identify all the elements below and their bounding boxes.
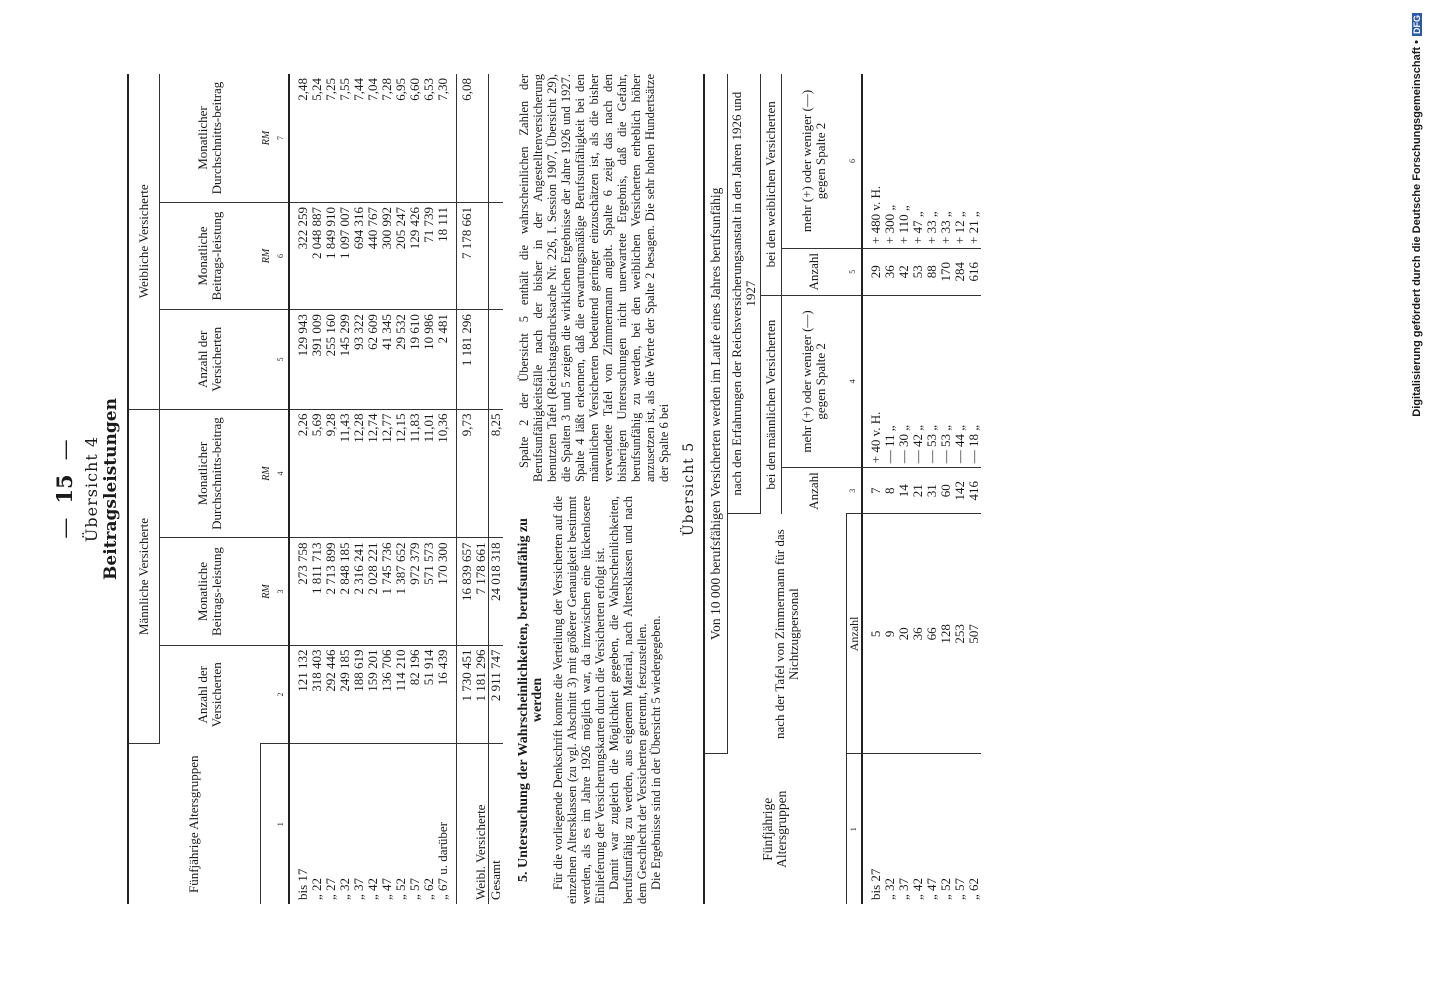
value-cell: 170 300 bbox=[436, 538, 457, 645]
table-row: Weibl. Versicherte 1 181 296 7 178 661 bbox=[474, 74, 489, 904]
value-cell: 249 185 bbox=[338, 645, 352, 744]
table-row bbox=[897, 74, 911, 904]
col-number: 4 bbox=[846, 295, 862, 468]
value-cell: 6,95 bbox=[394, 74, 408, 203]
table-row bbox=[352, 74, 366, 904]
table5-h-anzahl: Anzahl bbox=[782, 248, 847, 295]
value-cell: + 21 „ bbox=[967, 74, 981, 248]
table5-caption: Von 10 000 berufsfähigen Versicherten werden im Laufe eines Jahres berufsunfähig bbox=[704, 74, 728, 754]
value-cell: 129 426 bbox=[408, 203, 422, 310]
value-cell: 11,83 bbox=[408, 409, 422, 538]
value-cell: 19 610 bbox=[408, 310, 422, 409]
table-row bbox=[422, 74, 436, 904]
value-cell: 6,53 bbox=[422, 74, 436, 203]
table4-male-header: Männliche Versicherte bbox=[128, 409, 160, 744]
table5-age-header: Fünfjährige Altersgruppen bbox=[704, 754, 846, 904]
value-cell: 7,44 bbox=[352, 74, 366, 203]
col-number: 2 bbox=[274, 645, 289, 744]
table-row bbox=[366, 74, 380, 904]
col-number: 5 bbox=[846, 248, 862, 295]
col-number: 1 bbox=[846, 754, 862, 904]
value-cell: 2,26 bbox=[289, 409, 310, 538]
value-cell: 8 bbox=[883, 468, 897, 514]
value-cell: 16 439 bbox=[436, 645, 457, 744]
value-cell: 300 992 bbox=[380, 203, 394, 310]
paragraph: Für die vorliegende Denkschrift konnte die Verteilung der Versicherten auf die einzelnen Altersklassen (zu vgl. Abschnitt 3) mit größerer Genauigkeit bestimmt werden, als es im Jahre 1926 möglich war, da inzwischen eine lückenlosere Einlieferung der Versicherungskarten durch die Versicherten erfolgt ist. bbox=[551, 496, 607, 904]
table4-col-contrib: Monatliche Beitrags-leistung bbox=[160, 538, 261, 645]
table-row bbox=[953, 74, 967, 904]
value-cell: 1 811 713 bbox=[310, 538, 324, 645]
col-number: 6 bbox=[846, 74, 862, 248]
value-cell: + 47 „ bbox=[911, 74, 925, 248]
table-row bbox=[862, 74, 883, 904]
value-cell: 2,48 bbox=[289, 74, 310, 203]
value-cell: 128 bbox=[939, 514, 953, 754]
value-cell: 391 009 bbox=[310, 310, 324, 409]
value-cell: + 33 „ bbox=[925, 74, 939, 248]
value-cell: 42 bbox=[897, 248, 911, 295]
value-cell: 972 379 bbox=[408, 538, 422, 645]
value-cell: 12,28 bbox=[352, 409, 366, 538]
value-cell: 5,24 bbox=[310, 74, 324, 203]
sidebar-credit bbox=[1410, 14, 1428, 574]
page-number-value: 15 bbox=[52, 474, 77, 504]
value-cell: 121 132 bbox=[289, 645, 310, 744]
age-group-cell: „ 37 bbox=[351, 877, 366, 900]
age-group-cell: bis 27 bbox=[867, 868, 883, 900]
table4-col-count: Anzahl der Versicherten bbox=[195, 662, 224, 728]
value-cell: 5 bbox=[862, 514, 883, 754]
value-cell: 322 259 bbox=[289, 203, 310, 310]
unit-label: RM bbox=[260, 538, 274, 645]
value-cell: 416 bbox=[967, 468, 981, 514]
age-group-cell: „ 47 bbox=[923, 877, 939, 900]
value-cell: 2 028 221 bbox=[366, 538, 380, 645]
value-cell: 29 bbox=[862, 248, 883, 295]
age-group-cell: „ 52 bbox=[393, 877, 408, 900]
age-group-cell: „ 42 bbox=[365, 877, 380, 900]
age-group-cell: „ 32 bbox=[881, 877, 897, 900]
value-cell: 20 bbox=[897, 514, 911, 754]
value-cell: 142 bbox=[953, 468, 967, 514]
value-cell: 1 097 007 bbox=[338, 203, 352, 310]
value-cell: 21 bbox=[911, 468, 925, 514]
col-number: 1 bbox=[274, 744, 289, 904]
value-cell: 7,04 bbox=[366, 74, 380, 203]
table-row bbox=[380, 74, 394, 904]
section5-text bbox=[517, 74, 671, 904]
table4-totals bbox=[457, 74, 504, 904]
value-cell: 12,77 bbox=[380, 409, 394, 538]
age-group-cell: „ 52 bbox=[937, 877, 953, 900]
table4-col-avg: Monatlicher Durchschnitts-beitrag bbox=[160, 74, 261, 203]
age-group-cell: „ 57 bbox=[951, 877, 967, 900]
value-cell: 7 bbox=[862, 468, 883, 514]
col-number: 3 bbox=[274, 538, 289, 645]
value-cell: 1 387 652 bbox=[394, 538, 408, 645]
value-cell: 2 848 185 bbox=[338, 538, 352, 645]
value-cell: — 53 „ bbox=[925, 295, 939, 468]
age-group-cell: „ 62 bbox=[421, 877, 436, 900]
female-row-label: Weibl. Versicherte bbox=[473, 804, 488, 900]
value-cell: + 40 v. H. bbox=[862, 295, 883, 468]
value-cell: 253 bbox=[953, 514, 967, 754]
table-row: Gesamt 2 911 747 24 018 318 8,25 bbox=[489, 74, 504, 904]
page-number: —15— bbox=[52, 439, 77, 539]
table5-sub-male: bei den männlichen Versicherten bbox=[761, 295, 782, 514]
table-row bbox=[436, 74, 457, 904]
value-cell: 5,69 bbox=[310, 409, 324, 538]
table4-col-avg: Monatlicher Durchschnitts-beitrag bbox=[160, 409, 261, 538]
total-row-label: Gesamt bbox=[489, 744, 504, 904]
col-number: 5 bbox=[274, 310, 289, 409]
table4-female-header: Weibliche Versicherte bbox=[128, 74, 160, 409]
table5-h-diff: mehr (+) oder weniger (—) gegen Spalte 2 bbox=[782, 295, 847, 468]
value-cell: 694 316 bbox=[352, 203, 366, 310]
value-cell: 41 345 bbox=[380, 310, 394, 409]
value-cell: 18 111 bbox=[436, 203, 457, 310]
paragraph: Spalte 2 der Übersicht 5 enthält die wahrscheinlichen Zahlen der Berufsunfähigkeitsfälle nach der bisher in der Angestelltenversicherung benutzten Tafel (Reichstagsdrucksache Nr. 226, I. Session 1907, Übersicht 29), die Spalten 3 und 5 zeigen die wirklichen Ergebnisse der Jahre 1926 und 1927. Spalte 4 läßt erkennen, daß die erwartungsmäßige Berufsunfähigkeit bei den männlichen Versicherten bedeutend geringer einzuschätzen ist, als die bisher verwendete Tafel von Zimmermann angibt. Spalte 6 zeigt das nach den bisherigen Untersuchungen nicht unerwartete Ergebnis, daß die Gefahr, berufsunfähig zu werden, bei den weiblichen Versicherten erheblich höher anzusetzen ist, als die Werte der Spalte 2 besagen. Die sehr hohen Hundertsätze der Spalte 6 bei bbox=[517, 74, 671, 482]
value-cell: — 42 „ bbox=[911, 295, 925, 468]
age-group-cell: „ 27 bbox=[323, 877, 338, 900]
table-row bbox=[338, 74, 352, 904]
text-column-right bbox=[517, 74, 671, 482]
value-cell: 205 247 bbox=[394, 203, 408, 310]
value-cell: 71 739 bbox=[422, 203, 436, 310]
value-cell: 14 bbox=[897, 468, 911, 514]
value-cell: 114 210 bbox=[394, 645, 408, 744]
unit-label: RM bbox=[260, 203, 274, 310]
value-cell: 145 299 bbox=[338, 310, 352, 409]
unit-label: RM bbox=[260, 409, 274, 538]
value-cell: 36 bbox=[911, 514, 925, 754]
col-number: Anzahl bbox=[846, 514, 862, 754]
credit-text: Digitalisierung gefördert durch die Deutsche Forschungsgemeinschaft • bbox=[1411, 40, 1423, 417]
age-group-cell: „ 32 bbox=[337, 877, 352, 900]
value-cell: 1 849 910 bbox=[324, 203, 338, 310]
value-cell: 93 322 bbox=[352, 310, 366, 409]
table-row: 1 730 451 16 839 657 9,73 1 181 296 7 178 661 6,08 bbox=[457, 74, 475, 904]
table4 bbox=[127, 74, 503, 904]
table5-body bbox=[862, 74, 981, 904]
value-cell: 31 bbox=[925, 468, 939, 514]
table-row bbox=[967, 74, 981, 904]
table5-h-diff: mehr (+) oder weniger (—) gegen Spalte 2 bbox=[782, 74, 847, 248]
table-row bbox=[939, 74, 953, 904]
value-cell: 7,30 bbox=[436, 74, 457, 203]
value-cell: 159 201 bbox=[366, 645, 380, 744]
section5-heading: 5. Untersuchung der Wahrscheinlichkeiten, berufsunfähig zu werden bbox=[516, 518, 545, 882]
value-cell: 51 914 bbox=[422, 645, 436, 744]
col-number: 7 bbox=[274, 74, 289, 203]
table4-col-count: Anzahl der Versicherten bbox=[160, 310, 261, 409]
age-group-cell: „ 22 bbox=[309, 877, 324, 900]
col-number: 6 bbox=[274, 203, 289, 310]
value-cell: 255 160 bbox=[324, 310, 338, 409]
text-column-left bbox=[517, 496, 671, 904]
paragraph: Damit war zugleich die Möglichkeit gegeben, die Wahrscheinlichkeiten, berufsunfähig zu werden, aus eigenem Material, nach Altersklassen und nach dem Geschlecht der Versicherten getrennt, festzustellen. bbox=[607, 496, 649, 904]
value-cell: 2 481 bbox=[436, 310, 457, 409]
value-cell: 62 609 bbox=[366, 310, 380, 409]
table4-body bbox=[289, 74, 457, 904]
value-cell: 136 706 bbox=[380, 645, 394, 744]
value-cell: + 300 „ bbox=[883, 74, 897, 248]
value-cell: + 480 v. H. bbox=[862, 74, 883, 248]
value-cell: 9,28 bbox=[324, 409, 338, 538]
value-cell: 318 403 bbox=[310, 645, 324, 744]
value-cell: + 110 „ bbox=[897, 74, 911, 248]
age-group-cell: „ 57 bbox=[407, 877, 422, 900]
value-cell: 571 573 bbox=[422, 538, 436, 645]
unit-label: RM bbox=[260, 74, 274, 203]
value-cell: — 18 „ bbox=[967, 295, 981, 468]
value-cell: 7,55 bbox=[338, 74, 352, 203]
age-group-cell: bis 17 bbox=[295, 868, 310, 900]
value-cell: 12,15 bbox=[394, 409, 408, 538]
value-cell: 7,25 bbox=[324, 74, 338, 203]
table5-h-anzahl: Anzahl bbox=[806, 472, 821, 510]
value-cell: 66 bbox=[925, 514, 939, 754]
value-cell: 29 532 bbox=[394, 310, 408, 409]
value-cell: 2 713 899 bbox=[324, 538, 338, 645]
col-number: 4 bbox=[274, 409, 289, 538]
value-cell: 7,28 bbox=[380, 74, 394, 203]
table5 bbox=[703, 74, 981, 904]
value-cell: 507 bbox=[967, 514, 981, 754]
table-row bbox=[925, 74, 939, 904]
table-row bbox=[324, 74, 338, 904]
value-cell: 6,60 bbox=[408, 74, 422, 203]
table-row bbox=[408, 74, 422, 904]
value-cell: + 33 „ bbox=[939, 74, 953, 248]
age-group-cell: „ 62 bbox=[965, 877, 981, 900]
table-row bbox=[289, 74, 310, 904]
value-cell: 36 bbox=[883, 248, 897, 295]
value-cell: 88 bbox=[925, 248, 939, 295]
table4-subtitle: Beitragsleistungen bbox=[101, 398, 121, 580]
value-cell: 616 bbox=[967, 248, 981, 295]
table5-col-rva: nach den Erfahrungen der Reichsversicherungsanstalt in den Jahren 1926 und 1927 bbox=[728, 74, 761, 514]
value-cell: 2 316 241 bbox=[352, 538, 366, 645]
value-cell: 273 758 bbox=[289, 538, 310, 645]
table4-age-header: Fünfjährige Altersgruppen bbox=[128, 744, 260, 904]
table5-title: Übersicht 5 bbox=[681, 441, 697, 537]
value-cell: 10 986 bbox=[422, 310, 436, 409]
table4-title: Übersicht 4 bbox=[82, 435, 101, 543]
table5-sub-female: bei den weiblichen Versicherten bbox=[761, 74, 782, 295]
table-row bbox=[911, 74, 925, 904]
value-cell: 60 bbox=[939, 468, 953, 514]
age-group-cell: „ 37 bbox=[895, 877, 911, 900]
value-cell: 284 bbox=[953, 248, 967, 295]
value-cell: — 11 „ bbox=[883, 295, 897, 468]
value-cell: 129 943 bbox=[289, 310, 310, 409]
value-cell: — 30 „ bbox=[897, 295, 911, 468]
table-row bbox=[310, 74, 324, 904]
table5-col-zimmermann: nach der Tafel von Zimmermann für das Nichtzugpersonal bbox=[728, 514, 847, 754]
paragraph: Die Ergebnisse sind in der Übersicht 5 wiedergegeben. bbox=[649, 615, 663, 890]
age-group-cell: „ 67 u. darüber bbox=[435, 822, 450, 900]
value-cell: 440 767 bbox=[366, 203, 380, 310]
value-cell: 11,43 bbox=[338, 409, 352, 538]
age-group-cell: „ 47 bbox=[379, 877, 394, 900]
value-cell: 292 446 bbox=[324, 645, 338, 744]
document-page bbox=[8, 74, 981, 904]
value-cell: 12,74 bbox=[366, 409, 380, 538]
value-cell: 82 196 bbox=[408, 645, 422, 744]
value-cell: 170 bbox=[939, 248, 953, 295]
value-cell: 53 bbox=[911, 248, 925, 295]
table-row bbox=[394, 74, 408, 904]
value-cell: 9 bbox=[883, 514, 897, 754]
col-number: 3 bbox=[846, 468, 862, 514]
value-cell: + 12 „ bbox=[953, 74, 967, 248]
value-cell: 1 745 736 bbox=[380, 538, 394, 645]
value-cell: 10,36 bbox=[436, 409, 457, 538]
value-cell: 188 619 bbox=[352, 645, 366, 744]
table-row bbox=[883, 74, 897, 904]
dfg-logo: DFG bbox=[1412, 15, 1422, 34]
value-cell: — 53 „ bbox=[939, 295, 953, 468]
age-group-cell: „ 42 bbox=[909, 877, 925, 900]
table4-col-contrib: Monatliche Beitrags-leistung bbox=[160, 203, 261, 310]
value-cell: — 44 „ bbox=[953, 295, 967, 468]
value-cell: 11,01 bbox=[422, 409, 436, 538]
value-cell: 2 048 887 bbox=[310, 203, 324, 310]
